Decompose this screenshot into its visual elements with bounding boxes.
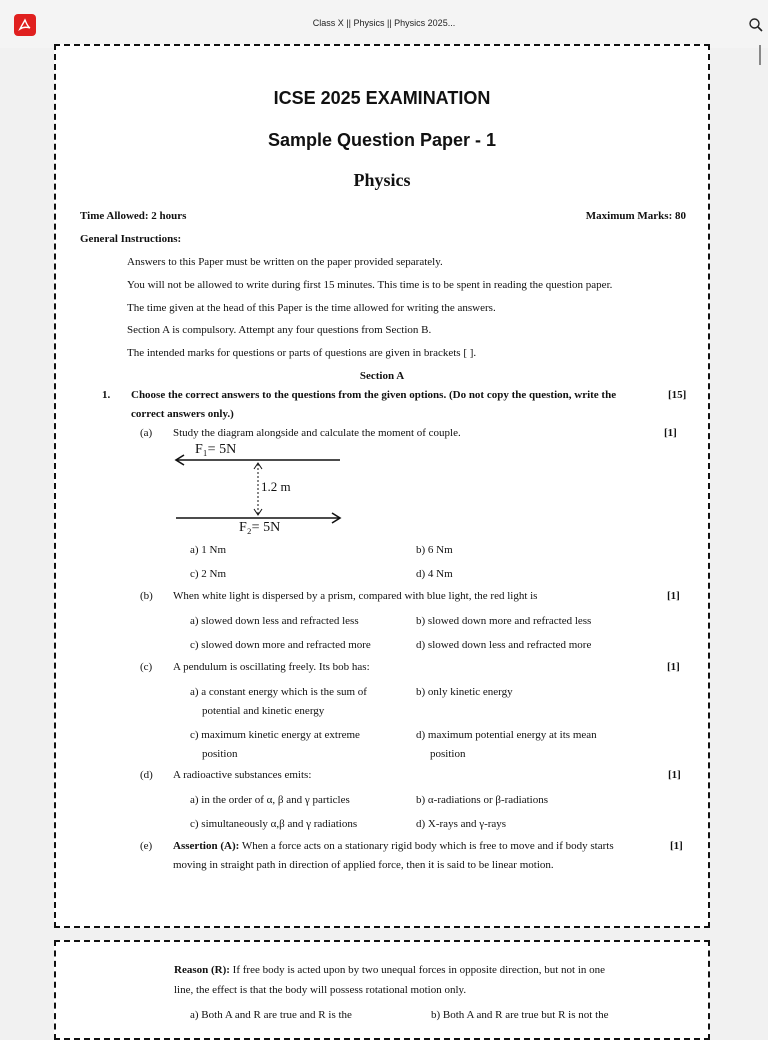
option-d: d) 4 Nm bbox=[416, 568, 453, 580]
option-b: b) slowed down more and refracted less bbox=[416, 615, 592, 627]
option-b: b) only kinetic energy bbox=[416, 686, 513, 698]
subquestion-label: (a) bbox=[140, 427, 153, 439]
question-text: correct answers only.) bbox=[131, 408, 234, 420]
assertion-label: Assertion (A): bbox=[173, 840, 240, 852]
maximum-marks: Maximum Marks: 80 bbox=[585, 210, 686, 222]
pdf-page-1 bbox=[54, 44, 710, 928]
subquestion-text: A pendulum is oscillating freely. Its bob has: bbox=[173, 661, 370, 673]
pdf-page-2 bbox=[54, 940, 710, 1040]
paper-title: Sample Question Paper - 1 bbox=[267, 130, 497, 150]
subquestion-label: (c) bbox=[140, 661, 153, 673]
reason-line bbox=[174, 964, 605, 976]
assertion-text: When a force acts on a stationary rigid body which is free to move and if body starts bbox=[239, 840, 614, 852]
option-d-continued: position bbox=[430, 748, 466, 760]
subquestion-text: Study the diagram alongside and calculate the moment of couple. bbox=[173, 427, 461, 439]
instructions-heading: General Instructions: bbox=[80, 233, 182, 245]
instruction-item: You will not be allowed to write during first 15 minutes. This time is to be spent in reading the question paper. bbox=[127, 279, 613, 291]
instruction-item: Answers to this Paper must be written on the paper provided separately. bbox=[127, 256, 443, 268]
force-label-f1: F₁= 5N bbox=[195, 442, 237, 457]
option-b: b) 6 Nm bbox=[416, 544, 453, 556]
option-a: a) a constant energy which is the sum of bbox=[190, 686, 367, 698]
assertion-line bbox=[173, 840, 614, 852]
subquestion-marks: [1] bbox=[667, 590, 680, 602]
distance-label: 1.2 m bbox=[261, 479, 291, 494]
subquestion-marks: [1] bbox=[668, 769, 681, 781]
reason-label: Reason (R): bbox=[174, 964, 230, 976]
subquestion-label: (e) bbox=[140, 840, 153, 852]
question-marks: [15] bbox=[668, 389, 687, 401]
option-a: a) 1 Nm bbox=[190, 544, 227, 556]
option-a-continued: potential and kinetic energy bbox=[202, 705, 325, 717]
option-d: d) X-rays and γ-rays bbox=[416, 818, 507, 830]
force-label-f2: F₂= 5N bbox=[239, 520, 281, 535]
assertion-text-continued: moving in straight path in direction of applied force, then it is said to be linear motion. bbox=[173, 859, 554, 871]
subquestion-label: (d) bbox=[140, 769, 153, 781]
subquestion-marks: [1] bbox=[664, 427, 677, 439]
instruction-item: The time given at the head of this Paper is the time allowed for writing the answers. bbox=[127, 302, 496, 314]
subquestion-label: (b) bbox=[140, 590, 153, 602]
option-a: a) Both A and R are true and R is the bbox=[190, 1009, 352, 1021]
subquestion-text: When white light is dispersed by a prism, compared with blue light, the red light is bbox=[173, 590, 538, 602]
instruction-item: The intended marks for questions or parts of questions are given in brackets [ ]. bbox=[127, 347, 477, 359]
instruction-item: Section A is compulsory. Attempt any four questions from Section B. bbox=[127, 324, 432, 336]
viewer-toolbar bbox=[0, 0, 768, 48]
option-c: c) simultaneously α,β and γ radiations bbox=[190, 818, 358, 830]
option-c: c) 2 Nm bbox=[190, 568, 227, 580]
option-c: c) slowed down more and refracted more bbox=[190, 639, 371, 651]
reason-text-continued: line, the effect is that the body will possess rotational motion only. bbox=[174, 984, 467, 996]
reason-text: If free body is acted upon by two unequal forces in opposite direction, but not in one bbox=[229, 964, 606, 976]
question-text: Choose the correct answers to the questions from the given options. (Do not copy the question, write the bbox=[131, 389, 617, 401]
option-a: a) in the order of α, β and γ particles bbox=[190, 794, 350, 806]
document-title: Class X || Physics || Physics 2025... bbox=[312, 18, 456, 28]
subject-heading: Physics bbox=[353, 170, 411, 190]
search-icon[interactable] bbox=[748, 17, 764, 33]
option-d: d) slowed down less and refracted more bbox=[416, 639, 592, 651]
option-b: b) Both A and R are true but R is not the bbox=[431, 1009, 609, 1021]
option-b: b) α-radiations or β-radiations bbox=[416, 794, 549, 806]
time-allowed: Time Allowed: 2 hours bbox=[80, 210, 187, 222]
option-c: c) maximum kinetic energy at extreme bbox=[190, 729, 360, 741]
subquestion-text: A radioactive substances emits: bbox=[173, 769, 312, 781]
exam-title: ICSE 2025 EXAMINATION bbox=[273, 88, 491, 108]
question-number: 1. bbox=[102, 389, 111, 401]
subquestion-marks: [1] bbox=[667, 661, 680, 673]
subquestion-marks: [1] bbox=[670, 840, 683, 852]
option-a: a) slowed down less and refracted less bbox=[190, 615, 359, 627]
option-c-continued: position bbox=[202, 748, 238, 760]
scrollbar-thumb[interactable] bbox=[759, 45, 761, 65]
option-d: d) maximum potential energy at its mean bbox=[416, 729, 597, 741]
section-heading: Section A bbox=[359, 370, 405, 382]
